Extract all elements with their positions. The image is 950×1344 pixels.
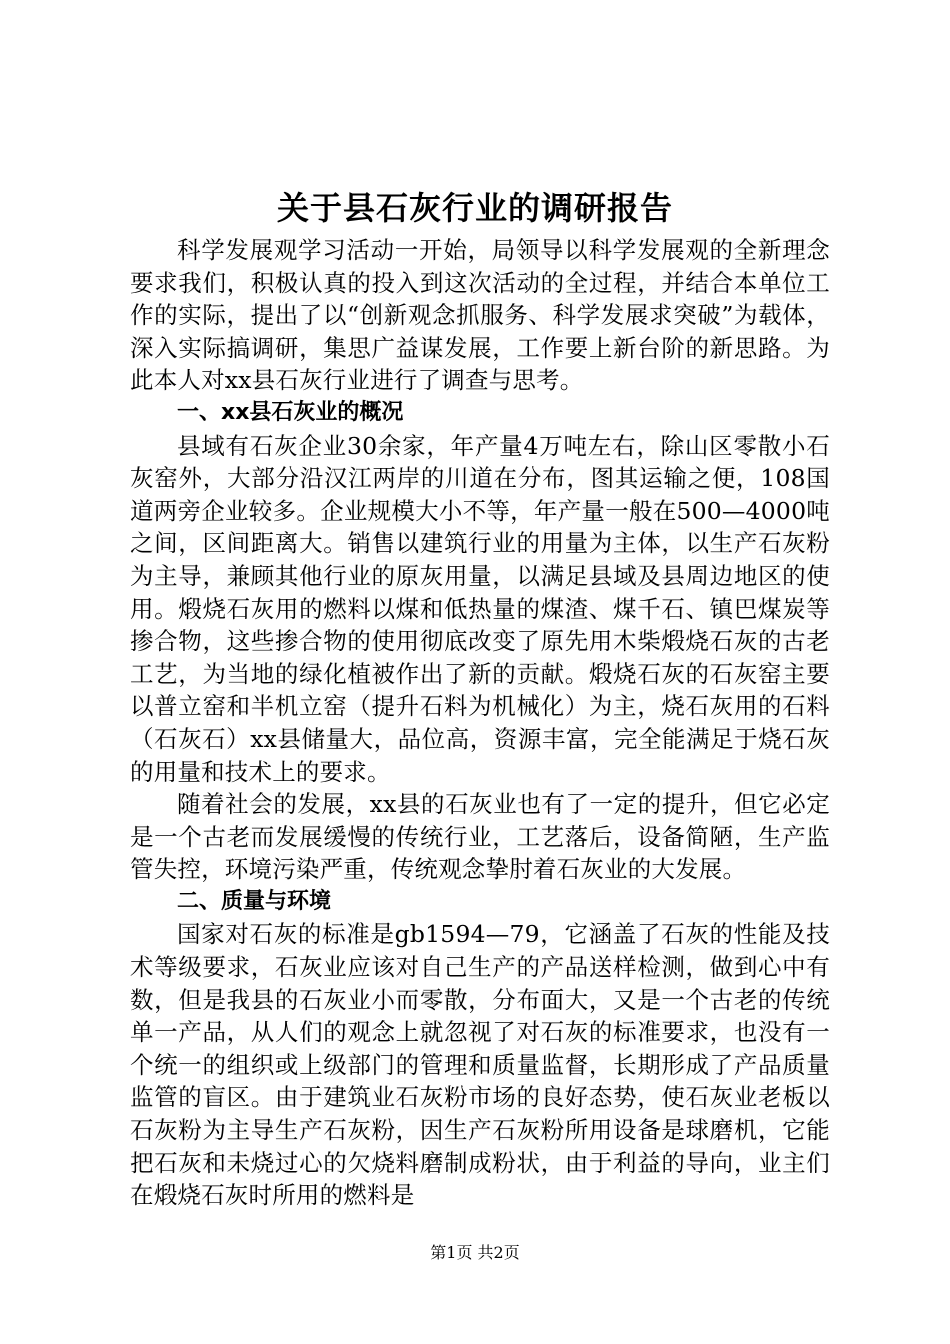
overview-paragraph-2: 随着社会的发展，xx县的石灰业也有了一定的提升，但它必定是一个古老而发展缓慢的传统行业，工艺落后，设备简陋，生产监管失控，环境污染严重，传统观念挚肘着石灰业的大发展。 bbox=[130, 790, 830, 884]
overview-paragraph-1: 县域有石灰企业30余家，年产量4万吨左右，除山区零散小石灰窑外，大部分沿汉江两岸的川道在分布，图其运输之便，108国道两旁企业较多。企业规模大小不等，年产量一般在500—4000吨之间，区间距离大。销售以建筑行业的用量为主体，以生产石灰粉为主导，兼顾其他行业的原灰用量，以满足县域及县周边地区的使用。煅烧石灰用的燃料以煤和低热量的煤渣、煤千石、镇巴煤炭等掺合物，这些掺合物的使用彻底改变了原先用木柴煅烧石灰的古老工艺，为当地的绿化植被作出了新的贡献。煅烧石灰的石灰窑主要以普立窑和半机立窑（提升石料为机械化）为主，烧石灰用的石料（石灰石）xx县储量大，品位高，资源丰富，完全能满足于烧石灰的用量和技术上的要求。 bbox=[130, 431, 830, 786]
page-footer: 第1页 共2页 bbox=[430, 1243, 520, 1262]
quality-paragraph-1: 国家对石灰的标准是gb1594—79，它涵盖了石灰的性能及技术等级要求，石灰业应该对自己生产的产品送样检测，做到心中有数，但是我县的石灰业小而零散，分布面大，又是一个古老的传统单一产品，从人们的观念上就忽视了对石灰的标准要求，也没有一个统一的组织或上级部门的管理和质量监督，长期形成了产品质量监管的盲区。由于建筑业石灰粉市场的良好态势，使石灰业老板以石灰粉为主导生产石灰粉，因生产石灰粉所用设备是球磨机，它能把石灰和未烧过心的欠烧料磨制成粉状，由于利益的导向，业主们在煅烧石灰时所用的燃料是 bbox=[130, 920, 830, 1210]
document-body bbox=[130, 234, 830, 1212]
document-title: 关于县石灰行业的调研报告 bbox=[276, 189, 673, 227]
section-heading-quality: 二、质量与环境 bbox=[177, 888, 332, 914]
intro-paragraph: 科学发展观学习活动一开始，局领导以科学发展观的全新理念要求我们，积极认真的投入到这次活动的全过程，并结合本单位工作的实际，提出了以“创新观念抓服务、科学发展求突破”为载体，深入实际搞调研，集思广益谋发展，工作要上新台阶的新思路。为此本人对xx县石灰行业进行了调查与思考。 bbox=[130, 236, 830, 395]
section-heading-overview: 一、xx县石灰业的概况 bbox=[177, 399, 404, 425]
